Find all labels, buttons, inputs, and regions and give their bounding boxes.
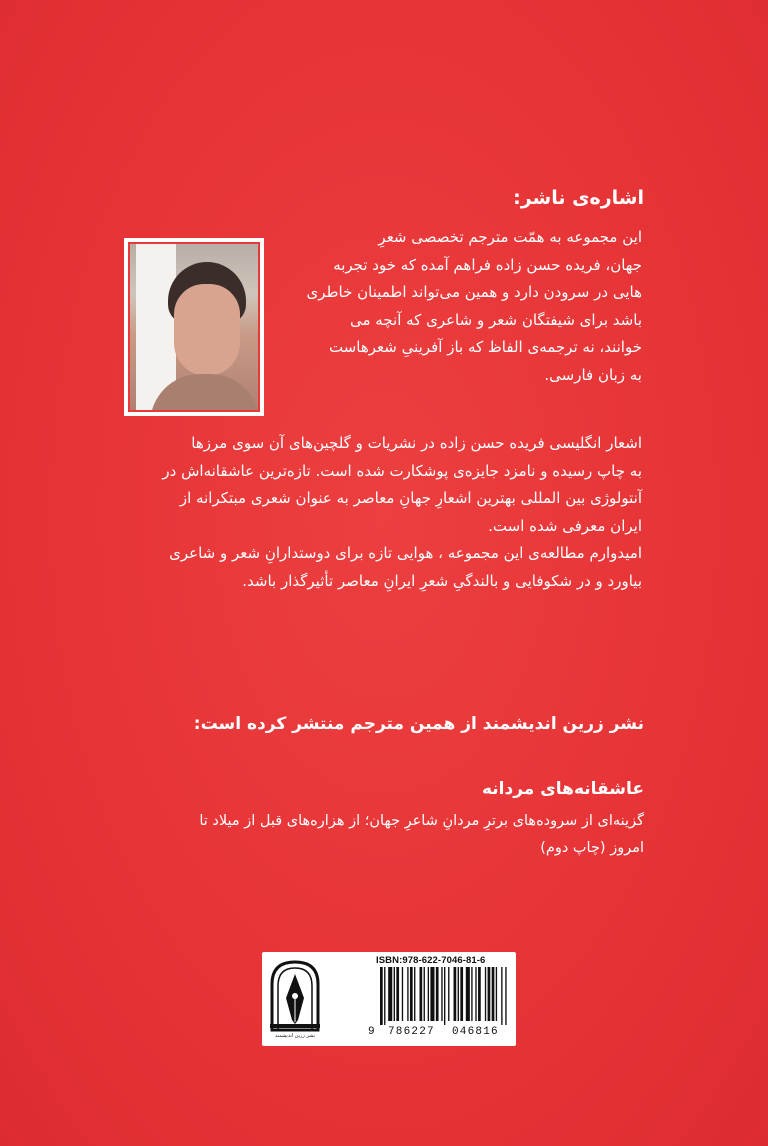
publisher-note-heading: اشاره‌ی ناشر:: [513, 187, 644, 209]
translator-photo: [124, 238, 264, 416]
paragraph-line: باشد برای شیفتگان شعر و شاعری که آنچه می: [350, 310, 642, 329]
description-line: گزینه‌ای از سروده‌های برترِ مردانِ شاعرِ جهان؛ از هزاره‌های قبل از میلاد تا: [199, 813, 644, 829]
barcode-bar: [471, 967, 472, 1021]
paragraph-line: به چاپ رسیده و نامزد جایزه‌ی پوشکارت شده است. تازه‌ترین عاشقانه‌اش در: [162, 461, 642, 480]
translator-portrait-image: [128, 242, 260, 412]
barcode-bar: [384, 967, 385, 1025]
barcode-bar: [402, 967, 403, 1021]
barcode-bar: [410, 967, 413, 1021]
related-book-title: عاشقانه‌های مردانه: [481, 779, 644, 799]
barcode-bar: [475, 967, 476, 1021]
barcode-digit-group-1: 786227: [388, 1026, 435, 1038]
barcode-bar: [460, 967, 463, 1021]
paragraph-line: ایران معرفی شده است.: [488, 516, 642, 535]
barcode-bar: [380, 967, 383, 1025]
barcode-bar: [419, 967, 422, 1021]
barcode-bar: [394, 967, 395, 1021]
description-line: امروز (چاپ دوم): [540, 840, 644, 856]
barcode-bar: [424, 967, 425, 1021]
barcode-digit-first: 9: [368, 1026, 375, 1038]
isbn-number: ISBN:978-622-7046-81-6: [376, 955, 486, 966]
paragraph-line: به زبان فارسی.: [544, 365, 642, 384]
barcode-bar: [396, 967, 399, 1021]
barcode-bar: [485, 967, 486, 1021]
paragraph-line: خوانند، نه ترجمه‌ی الفاظ که باز آفرینیِ شعرهاست: [329, 338, 642, 356]
barcode-bar: [458, 967, 459, 1021]
barcode-bar: [496, 967, 497, 1021]
barcode-bar: [478, 967, 481, 1021]
paragraph-line: امیدوارم مطالعه‌ی این مجموعه ، هوایی تازه برای دوستدارانِ شعر و شاعری: [169, 544, 642, 562]
barcode-bar: [454, 967, 457, 1021]
publisher-note-paragraph-1: [282, 224, 642, 389]
paragraph-line: این مجموعه به همّت مترجم تخصصی شعرِ: [378, 228, 642, 246]
barcode-bars: [380, 967, 508, 1025]
barcode-bar: [492, 967, 495, 1021]
paragraph-line: آنتولوژی بین المللی بهترین اشعارِ جهانِ معاصر به عنوان شعری مبتکرانه از: [179, 489, 642, 507]
paragraph-line: بیاورد و در شکوفایی و بالندگیِ شعرِ ایرانِ معاصر تأثیرگذار باشد.: [242, 571, 642, 590]
barcode-bar: [388, 967, 392, 1021]
barcode-bar: [488, 967, 491, 1021]
paragraph-line: هایی در سرودن دارد و همین می‌تواند اطمینان خاطری: [306, 283, 642, 301]
logo-caption: نشر زرین اندیشمند: [274, 1033, 316, 1039]
barcode-bar: [441, 967, 442, 1021]
barcode-bar: [466, 967, 470, 1021]
paragraph-line: اشعار انگلیسی فریده حسن زاده در نشریات و گلچین‌های آن سوی مرزها: [191, 434, 642, 452]
barcode-bar: [444, 967, 445, 1025]
paragraph-line: جهان، فریده حسن زاده فراهم آمده که خود تجربه: [333, 255, 642, 274]
publisher-note-paragraph-2: [122, 430, 642, 595]
barcode-bar: [414, 967, 415, 1021]
same-translator-heading: نشر زرین اندیشمند از همین مترجم منتشر کرده است:: [193, 714, 644, 734]
barcode-bar: [448, 967, 449, 1021]
barcode-bar: [430, 967, 434, 1021]
related-book-description: [84, 808, 644, 862]
barcode-bar: [501, 967, 502, 1025]
barcode-bar: [505, 967, 506, 1025]
isbn-barcode-panel: [262, 952, 516, 1046]
barcode-bar: [407, 967, 408, 1021]
barcode-bar: [436, 967, 439, 1021]
pen-nib-arch-logo-icon: [268, 958, 322, 1040]
barcode-bar: [428, 967, 429, 1021]
barcode-digit-group-2: 046816: [452, 1026, 499, 1038]
